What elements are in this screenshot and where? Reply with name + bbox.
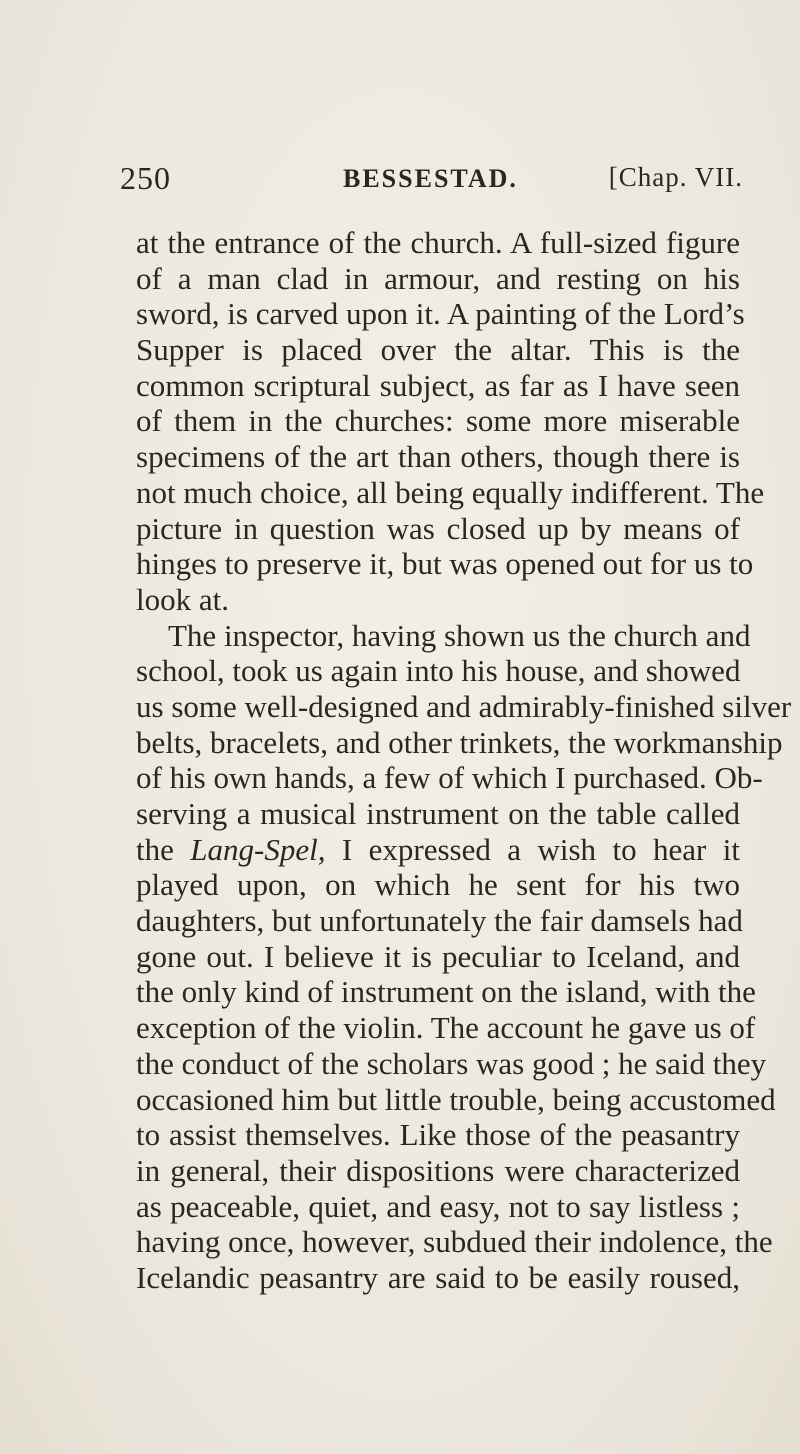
running-head: [120, 160, 743, 200]
text-line: played upon, on which he sent for his two: [136, 867, 740, 903]
text-line: daughters, but unfortunately the fair damsels had: [136, 903, 743, 939]
text-line: serving a musical instrument on the table called: [136, 796, 740, 831]
body-text: [136, 225, 792, 1296]
text-line: as peaceable, quiet, and easy, not to say listless ;: [136, 1188, 740, 1224]
text-line: of them in the churches: some more miserable: [136, 403, 740, 439]
text-line: belts, bracelets, and other trinkets, the workmanship: [136, 724, 783, 760]
paragraph-end-line: look at.: [136, 581, 229, 617]
text-line: common scriptural subject, as far as I have seen: [136, 367, 740, 403]
page-number: 250: [120, 160, 171, 196]
text-line: at the entrance of the church. A full-sized figure: [136, 225, 740, 260]
text-line: sword, is carved upon it. A painting of the Lord’s: [136, 296, 745, 332]
text-line: Icelandic peasantry are said to be easily roused,: [136, 1259, 740, 1295]
text-line: to assist themselves. Like those of the peasantry: [136, 1117, 740, 1153]
text-line: specimens of the art than others, though there is: [136, 439, 740, 475]
chapter-reference: [Chap. VII.: [608, 162, 743, 192]
text-line: the only kind of instrument on the island, with the: [136, 974, 756, 1010]
running-title: BESSESTAD.: [343, 164, 518, 193]
text-line: Supper is placed over the altar. This is the: [136, 332, 740, 368]
text-line: school, took us again into his house, and showed: [136, 653, 741, 689]
line-start: the: [136, 831, 174, 867]
text-line: occasioned him but little trouble, being accustomed: [136, 1081, 776, 1117]
line-end: I expressed a wish to hear it: [341, 831, 740, 867]
text-line: the conduct of the scholars was good ; he said they: [136, 1045, 767, 1081]
text-line: hinges to preserve it, but was opened out for us to: [136, 546, 754, 582]
text-line: of a man clad in armour, and resting on his: [136, 260, 740, 296]
text-line: not much choice, all being equally indifferent. The: [136, 474, 765, 510]
text-line: in general, their dispositions were characterized: [136, 1152, 740, 1188]
text-line-with-italic: [136, 832, 740, 868]
text-line: exception of the violin. The account he gave us of: [136, 1010, 756, 1046]
text-line: us some well-designed and admirably-finished silver: [136, 688, 792, 724]
text-line: gone out. I believe it is peculiar to Iceland, and: [136, 938, 740, 974]
paragraph-start-line: The inspector, having shown us the church and: [168, 617, 751, 653]
text-line: of his own hands, a few of which I purchased. Ob-: [136, 760, 763, 796]
italic-term: Lang-Spel,: [190, 831, 326, 867]
text-line: picture in question was closed up by means of: [136, 510, 740, 546]
text-line: having once, however, subdued their indolence, the: [136, 1224, 773, 1260]
